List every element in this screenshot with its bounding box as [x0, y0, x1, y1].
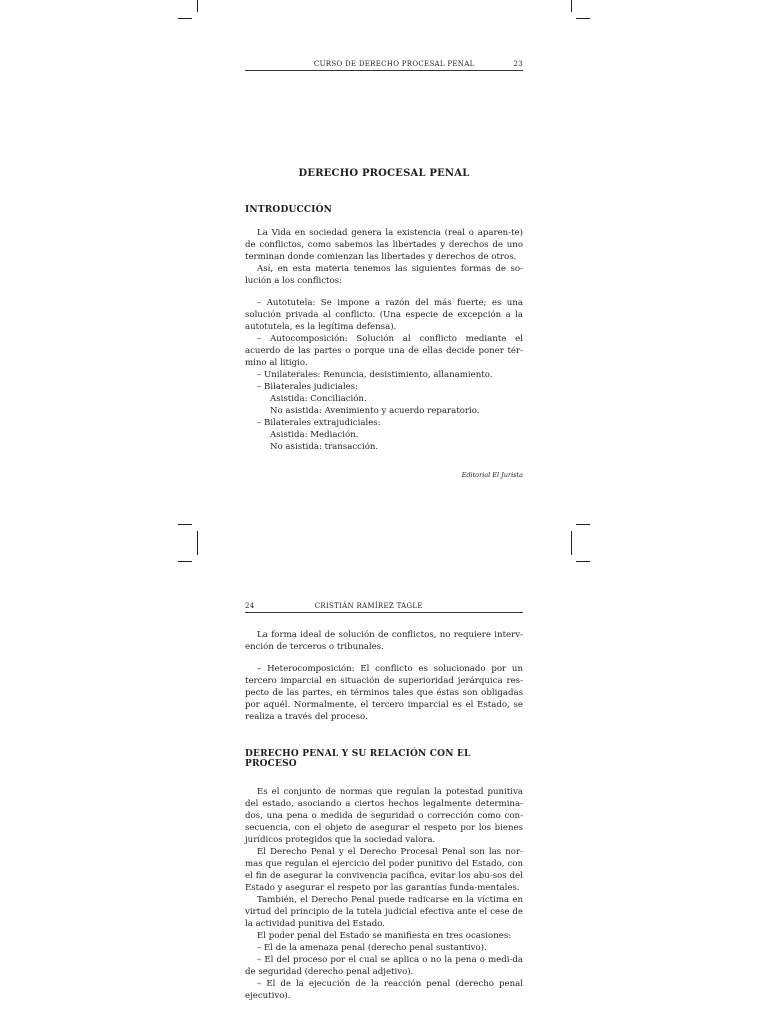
- paragraph: El Derecho Penal y el Derecho Procesal Penal son las nor-mas que regulan el ejercicio del poder punitivo del Estado, con el fin de asegurar la convivencia pacífica, evitar los abu-sos del Estado y asegurar el respeto por las garantías funda-mentales.: [245, 847, 523, 893]
- section-title: DERECHO PENAL Y SU RELACIÓN CON EL PROCESO: [245, 749, 471, 769]
- crop-mark: [178, 524, 192, 525]
- sub-list-item: Asistida: Conciliación.: [270, 394, 367, 404]
- running-head-author: CRISTIÁN RAMÍREZ TAGLE: [314, 602, 423, 610]
- page-number: 23: [513, 60, 523, 68]
- list-item: – Bilaterales judiciales:: [257, 382, 358, 392]
- crop-mark: [178, 561, 192, 562]
- list-item: – Bilaterales extrajudiciales:: [257, 418, 381, 428]
- paragraph: La Vida en sociedad genera la existencia (real o aparen-te) de conflictos, como sabemos las libertades y derechos de uno terminan donde comienzan las libertades y derechos de otros.: [245, 228, 523, 262]
- section-title: INTRODUCCIÓN: [245, 205, 333, 215]
- paragraph: El poder penal del Estado se manifiesta en tres ocasiones:: [257, 931, 512, 941]
- crop-mark: [178, 18, 192, 19]
- crop-mark: [576, 561, 590, 562]
- page-number: 24: [245, 602, 255, 610]
- sub-list-item: No asistida: Avenimiento y acuerdo reparatorio.: [270, 406, 480, 416]
- body-text: [245, 227, 523, 453]
- crop-mark: [576, 524, 590, 525]
- crop-mark: [197, 531, 198, 555]
- list-item: – Autotutela: Se impone a razón del más fuerte; es una solución privada al conflicto. (Una especie de excepción a la autotutela, es la legítima defensa).: [245, 298, 523, 332]
- body-text: [245, 629, 523, 723]
- paragraph: La forma ideal de solución de conflictos, no requiere interv-ención de terceros o tribunales.: [245, 630, 523, 652]
- running-head-title: CURSO DE DERECHO PROCESAL PENAL: [313, 60, 475, 68]
- paragraph: – Heterocomposición: El conflicto es solucionado por un tercero imparcial en situación de superioridad jerárquica res-pecto de las partes, en términos tales que éstas son obligadas por aquél. Normalmente, el tercero imparcial es el Estado, se realiza a través del proceso.: [245, 664, 523, 722]
- sub-list-item: Asistida: Mediación.: [270, 430, 359, 440]
- list-item: – Unilaterales: Renuncia, desistimiento, allanamiento.: [257, 370, 493, 380]
- body-text: [245, 786, 523, 1002]
- list-item: – El de la ejecución de la reacción penal (derecho penal ejecutivo).: [245, 979, 523, 1001]
- paragraph: Es el conjunto de normas que regulan la potestad punitiva del estado, asociando a ciertos hechos legalmente determina-dos, una pena o medida de seguridad o corrección como con-secuencia, con el objeto de asegurar el respeto por los bienes jurídicos protegidos que la sociedad valora.: [245, 787, 523, 845]
- list-item: – El del proceso por el cual se aplica o no la pena o medi-da de seguridad (derecho penal adjetivo).: [245, 955, 523, 977]
- paragraph: Así, en esta materia tenemos las siguientes formas de so-lución a los conflictos:: [245, 264, 523, 286]
- sub-list-item: No asistida: transacción.: [270, 442, 379, 452]
- list-item: – Autocomposición: Solución al conflicto mediante el acuerdo de las partes o porque una de ellas decide poner tér-mino al litigio.: [245, 334, 523, 368]
- running-head: [245, 602, 523, 613]
- crop-mark: [197, 0, 198, 12]
- publisher-footer: Editorial El Jurista: [461, 471, 523, 479]
- crop-mark: [571, 531, 572, 555]
- paragraph: También, el Derecho Penal puede radicarse en la víctima en virtud del principio de la tutela judicial efectiva ante el cese de la actividad punitiva del Estado.: [245, 895, 523, 929]
- list-item: – El de la amenaza penal (derecho penal sustantivo).: [257, 943, 487, 953]
- crop-mark: [576, 18, 590, 19]
- page-24: [245, 602, 523, 1002]
- page-23: [245, 60, 523, 479]
- crop-mark: [571, 0, 572, 12]
- chapter-title: DERECHO PROCESAL PENAL: [298, 168, 470, 179]
- running-head: [245, 60, 523, 71]
